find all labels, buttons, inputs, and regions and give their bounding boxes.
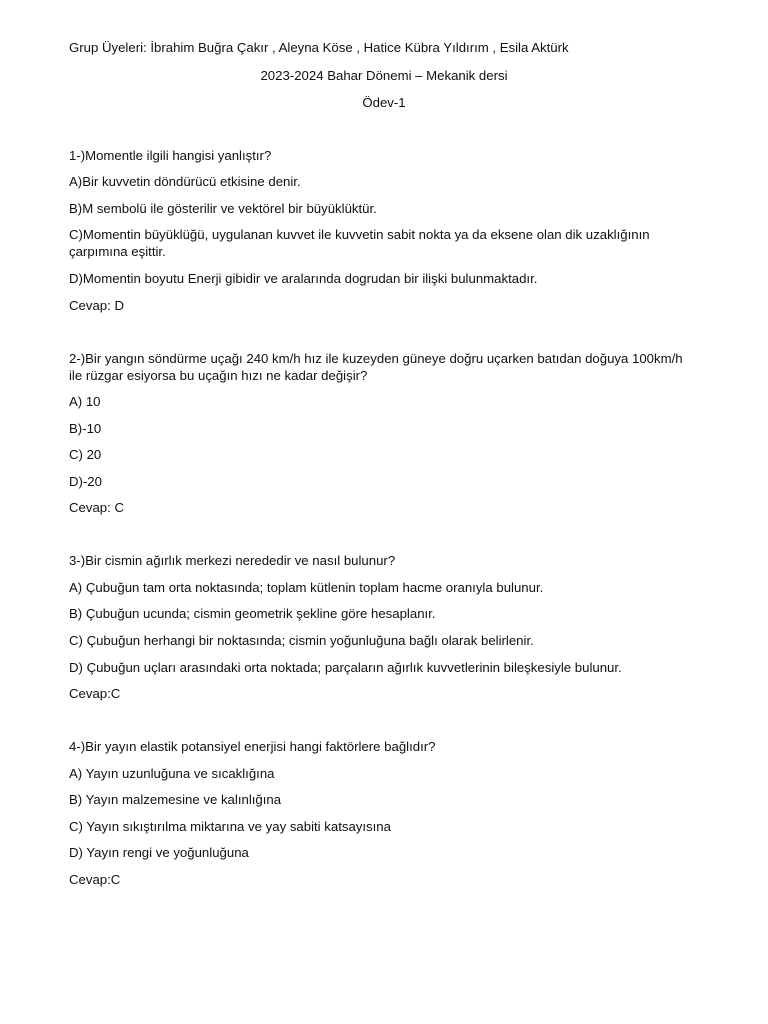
question-3-option-a: A) Çubuğun tam orta noktasında; toplam kütlenin toplam hacme oranıyla bulunur. <box>69 580 544 595</box>
question-4-answer: Cevap:C <box>69 872 121 887</box>
question-4-option-c: C) Yayın sıkıştırılma miktarına ve yay sabiti katsayısına <box>69 819 391 834</box>
question-2-option-c: C) 20 <box>69 447 102 462</box>
question-1-option-d: D)Momentin boyutu Enerji gibidir ve aralarında dogrudan bir ilişki bulunmaktadır. <box>69 271 538 286</box>
question-1-option-a: A)Bir kuvvetin döndürücü etkisine denir. <box>69 174 301 189</box>
question-3: 3-)Bir cismin ağırlık merkezi nerededir ve nasıl bulunur? <box>69 553 396 568</box>
question-2-option-d: D)-20 <box>69 474 102 489</box>
question-2-answer: Cevap: C <box>69 500 124 515</box>
question-1-option-b: B)M sembolü ile gösterilir ve vektörel bir büyüklüktür. <box>69 201 377 216</box>
question-1-answer: Cevap: D <box>69 298 124 313</box>
assignment-title: Ödev-1 <box>362 95 406 110</box>
term-title: 2023-2024 Bahar Dönemi – Mekanik dersi <box>260 68 508 83</box>
group-members: Grup Üyeleri: İbrahim Buğra Çakır , Aleyna Köse , Hatice Kübra Yıldırım , Esila Aktürk <box>69 40 569 55</box>
question-2-option-a: A) 10 <box>69 394 101 409</box>
question-2-option-b: B)-10 <box>69 421 102 436</box>
question-3-option-d: D) Çubuğun uçları arasındaki orta noktada; parçaların ağırlık kuvvetlerinin bileşkesiyle bulunur. <box>69 660 622 675</box>
question-4-option-b: B) Yayın malzemesine ve kalınlığına <box>69 792 282 807</box>
question-4-option-a: A) Yayın uzunluğuna ve sıcaklığına <box>69 766 275 781</box>
question-3-option-b: B) Çubuğun ucunda; cismin geometrik şekline göre hesaplanır. <box>69 606 436 621</box>
question-4-option-d: D) Yayın rengi ve yoğunluğuna <box>69 845 249 860</box>
question-1-option-c: C)Momentin büyüklüğü, uygulanan kuvvet ile kuvvetin sabit nokta ya da eksene olan dik uzaklığının çarpımına eşittir. <box>69 227 650 259</box>
question-3-answer: Cevap:C <box>69 686 121 701</box>
question-1: 1-)Momentle ilgili hangisi yanlıştır? <box>69 148 272 163</box>
question-4: 4-)Bir yayın elastik potansiyel enerjisi hangi faktörlere bağlıdır? <box>69 739 436 754</box>
question-2: 2-)Bir yangın söndürme uçağı 240 km/h hız ile kuzeyden güneye doğru uçarken batıdan doğuya 100km/h ile rüzgar esiyorsa bu uçağın hızı ne kadar değişir? <box>69 351 683 383</box>
question-3-option-c: C) Çubuğun herhangi bir noktasında; cismin yoğunluğuna bağlı olarak belirlenir. <box>69 633 534 648</box>
